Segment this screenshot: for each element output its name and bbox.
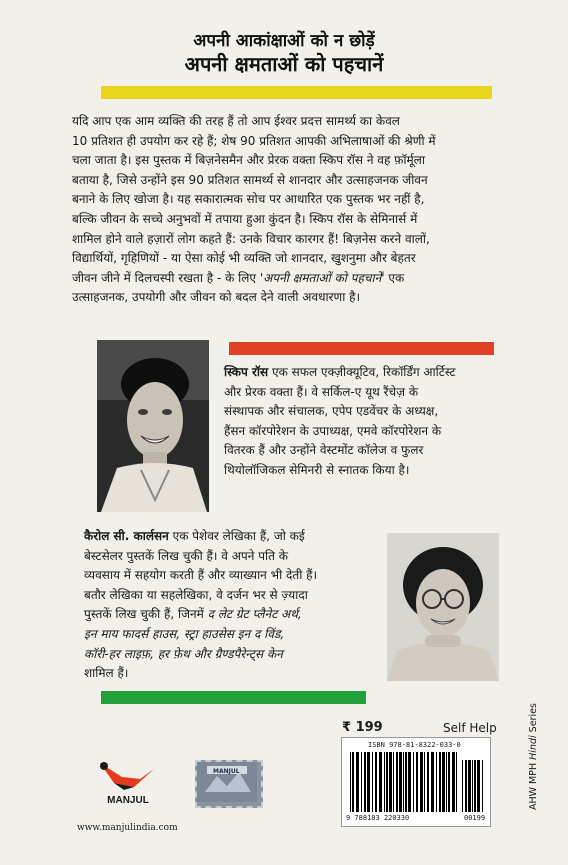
author2-first-line: कैरोल सी. कार्लसन एक पेशेवर लेखिका हैं, जो कई	[84, 529, 305, 543]
author-bio-carole-carlson	[84, 527, 374, 684]
intro-line: बल्कि जीवन के सच्चे अनुभवों में तपाया हुआ कुंदन है। स्किप रॉस के सेमिनार्स में	[72, 211, 418, 226]
intro-line: विद्यार्थियों, गृहिणियों - या ऐसा कोई भी व्यक्ति जो शानदार, खुशनुमा और बेहतर	[72, 251, 416, 266]
intro-line: 10 प्रतिशत ही उपयोग कर रहे हैं; शेष 90 प्रतिशत आपकी अभिलाषाओं की श्रेणी में	[72, 133, 436, 148]
author2-bio-line: पुस्तकें लिख चुकी हैं, जिनमें द लेट ग्रेट प्लैनेट अर्थ,	[84, 607, 302, 622]
author1-first-line: स्किप रॉस एक सफल एक्ज़ीक्यूटिव, रिकॉर्डिंग आर्टिस्ट	[224, 365, 456, 379]
intro-line: यदि आप एक आम व्यक्ति की तरह हैं तो आप ईश्वर प्रदत्त सामर्थ्य का केवल	[72, 114, 400, 128]
author1-bio-line: हैंसन कॉरपोरेशन के उपाध्यक्ष, एमवे कॉरपोरेशन के	[224, 423, 442, 438]
intro-line: उत्साहजनक, उपयोगी और जीवन को बदल देने वाली अवधारणा है।	[72, 290, 361, 305]
intro-line: शामिल होने वाले हज़ारों लोग कहते हैं: उनके विचार कारगर हैं! बिज़नेस करने वालों,	[72, 231, 430, 246]
author-photo-carole-carlson	[387, 533, 499, 681]
author-portrait-woman	[387, 533, 499, 681]
author1-bio-line: संस्थापक और संचालक, एपेप एडवेंचर के अध्यक्ष,	[224, 404, 439, 419]
author2-bio-line: व्यवसाय में सहयोग करती हैं और व्याख्यान भी देती हैं।	[84, 568, 318, 583]
publisher-name: MANJUL	[107, 795, 149, 806]
author-bio-skip-ross	[224, 363, 496, 481]
author1-bio-line: और प्रेरक वक्ता हैं। वे सर्किल-ए यूथ रैंचेज़ के	[224, 384, 419, 399]
intro-line-with-title: जीवन जीने में दिलचस्पी रखता है - के लिए 'अपनी क्षमताओं को पहचानें' एक	[72, 270, 405, 285]
barcode-block	[341, 737, 491, 827]
manjul-bird-logo-icon	[94, 757, 162, 791]
headline-line-2: अपनी क्षमताओं को पहचानें	[184, 52, 384, 76]
author2-bio-line: कॉरी-हर लाइफ़, हर फ़ेथ और ग्रैण्डपैरेन्ट्स केन	[84, 646, 283, 661]
barcode-addon-icon	[462, 760, 486, 812]
intro-line: बताया है, जिसे उन्होंने इस 90 प्रतिशत सामर्थ्य से शानदार और उत्साहजनक जीवन	[72, 172, 428, 187]
barcode-addon-digits: 00199	[464, 814, 486, 822]
author1-bio-line: वितरक हैं और उन्होंने वेस्टमोंट कॉलेज व फुलर	[224, 443, 424, 458]
series-label: AHW MPH Hindi Series	[528, 703, 539, 810]
headline-line-1: अपनी आकांक्षाओं को न छोड़ें	[193, 31, 375, 51]
intro-line: बनाने के लिए खोजा है। यह सकारात्मक सोच पर आधारित एक पुस्तक भर नहीं है,	[72, 192, 425, 207]
intro-line: चला जाता है। इस पुस्तक में बिज़नेसमैन और प्रेरक वक्ता स्किप रॉस ने वह फ़ॉर्मूला	[72, 153, 425, 168]
stamp-text: MANJUL	[213, 768, 240, 775]
manjul-stamp	[195, 760, 263, 808]
author1-bio-line: थियोलॉजिकल सेमिनरी से स्नातक किया है।	[224, 462, 410, 477]
barcode-digits: 9 788183 220330	[346, 814, 410, 822]
publisher-website: www.manjulindia.com	[77, 823, 178, 833]
barcode-main-icon	[350, 752, 460, 812]
green-divider-bar	[101, 691, 366, 704]
isbn-text: ISBN 978-81-8322-033-0	[368, 741, 461, 749]
author2-bio-line: इन माय फादर्स हाउस, स्ट्रा हाउसेस इन द विंड,	[84, 626, 285, 641]
book-titles: द लेट ग्रेट प्लैनेट अर्थ,	[207, 607, 302, 622]
author2-bio-line: शामिल हैं।	[84, 666, 129, 681]
red-divider-bar	[229, 342, 494, 355]
author2-name: कैरोल सी. कार्लसन	[84, 529, 169, 543]
author2-bio-line: बेस्टसेलर पुस्तकें लिख चुकी हैं। वे अपने पति के	[84, 548, 289, 563]
author2-bio-line: बतौर लेखिका या सहलेखिका, वे दर्जन भर से ज़्यादा	[84, 587, 308, 602]
intro-paragraph	[72, 112, 496, 308]
publisher-logo	[94, 757, 162, 805]
category-label: Self Help	[443, 721, 497, 735]
author-photo-skip-ross	[97, 340, 209, 512]
price-label: ₹ 199	[342, 720, 383, 735]
book-title: 'अपनी क्षमताओं को पहचानें'	[259, 270, 385, 285]
author1-name: स्किप रॉस	[224, 365, 269, 379]
author-portrait-man	[97, 340, 209, 512]
yellow-divider-bar	[101, 86, 492, 99]
